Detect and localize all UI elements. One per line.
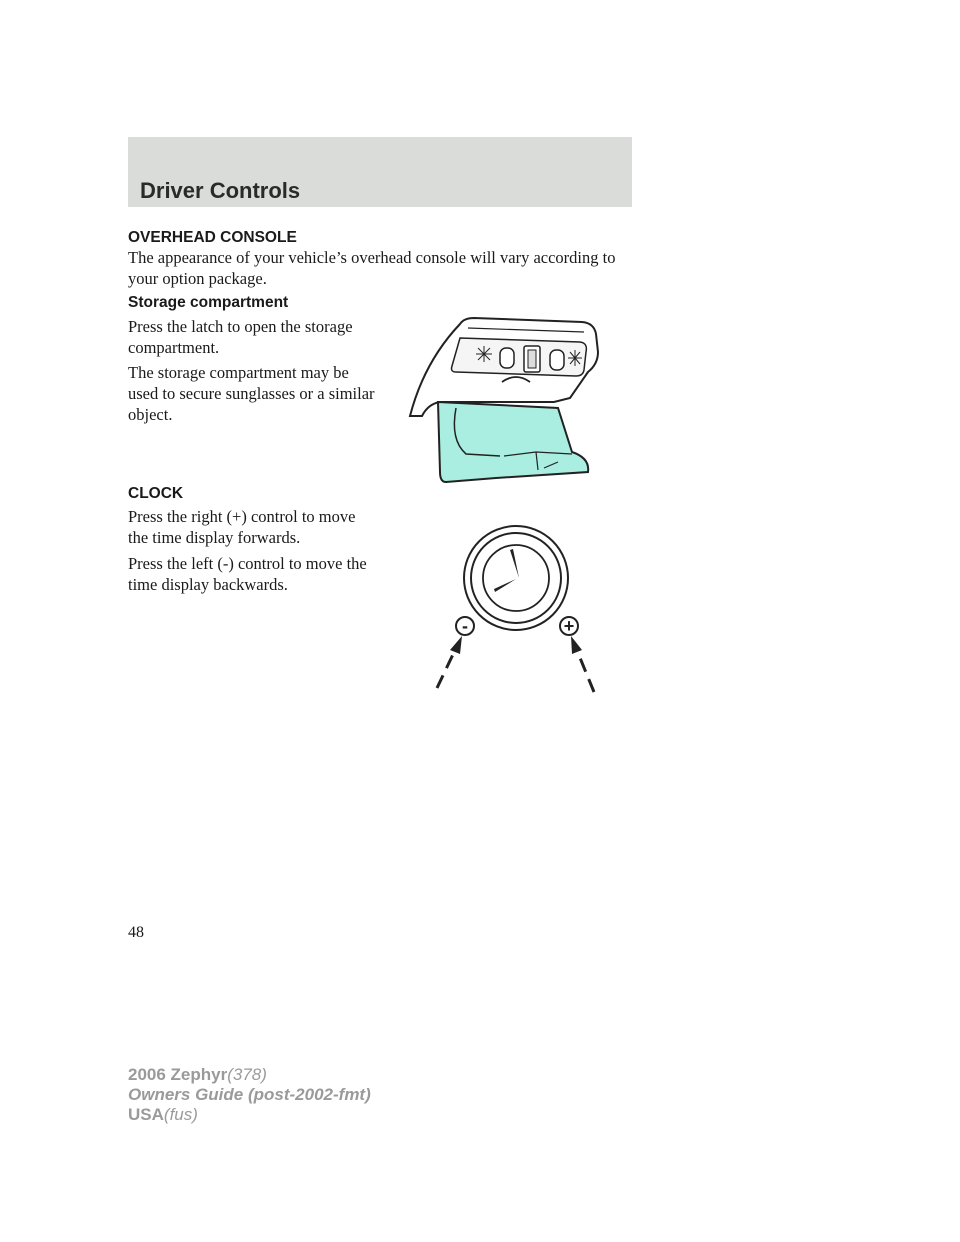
footer-guide: Owners Guide (post-2002-fmt) (128, 1085, 371, 1104)
plus-control[interactable] (560, 616, 578, 636)
footer-line-3 (128, 1105, 371, 1125)
clock-illustration (420, 522, 610, 698)
minus-label: - (462, 616, 468, 636)
footer-market-code: (fus) (163, 1105, 198, 1124)
minus-arrow-icon (437, 636, 462, 688)
footer-line-1 (128, 1065, 371, 1085)
clock-text-backward: Press the left (-) control to move the time display backwards. (128, 554, 367, 594)
overhead-console-intro: The appearance of your vehicle’s overhead console will vary according to your option package. (128, 248, 616, 288)
footer (128, 1065, 371, 1125)
footer-model-code: (378) (227, 1065, 267, 1084)
page-number: 48 (128, 924, 144, 941)
storage-compartment-text-1: Press the latch to open the storage compartment. (128, 317, 353, 357)
section-title: Driver Controls (140, 178, 301, 203)
clock-heading: CLOCK (128, 485, 184, 502)
footer-market: USA (128, 1105, 164, 1124)
footer-line-2 (128, 1085, 371, 1105)
minus-control[interactable] (456, 616, 474, 636)
plus-label: + (563, 616, 575, 636)
storage-compartment-heading: Storage compartment (128, 294, 289, 311)
footer-model: 2006 Zephyr (128, 1065, 228, 1084)
clock-face (464, 526, 568, 630)
clock-text-forward: Press the right (+) control to move the time display forwards. (128, 507, 356, 547)
plus-arrow-icon (571, 636, 594, 692)
overhead-console-illustration (404, 312, 600, 484)
overhead-console-heading: OVERHEAD CONSOLE (128, 229, 297, 246)
storage-compartment-text-2: The storage compartment may be used to secure sunglasses or a similar object. (128, 363, 375, 424)
